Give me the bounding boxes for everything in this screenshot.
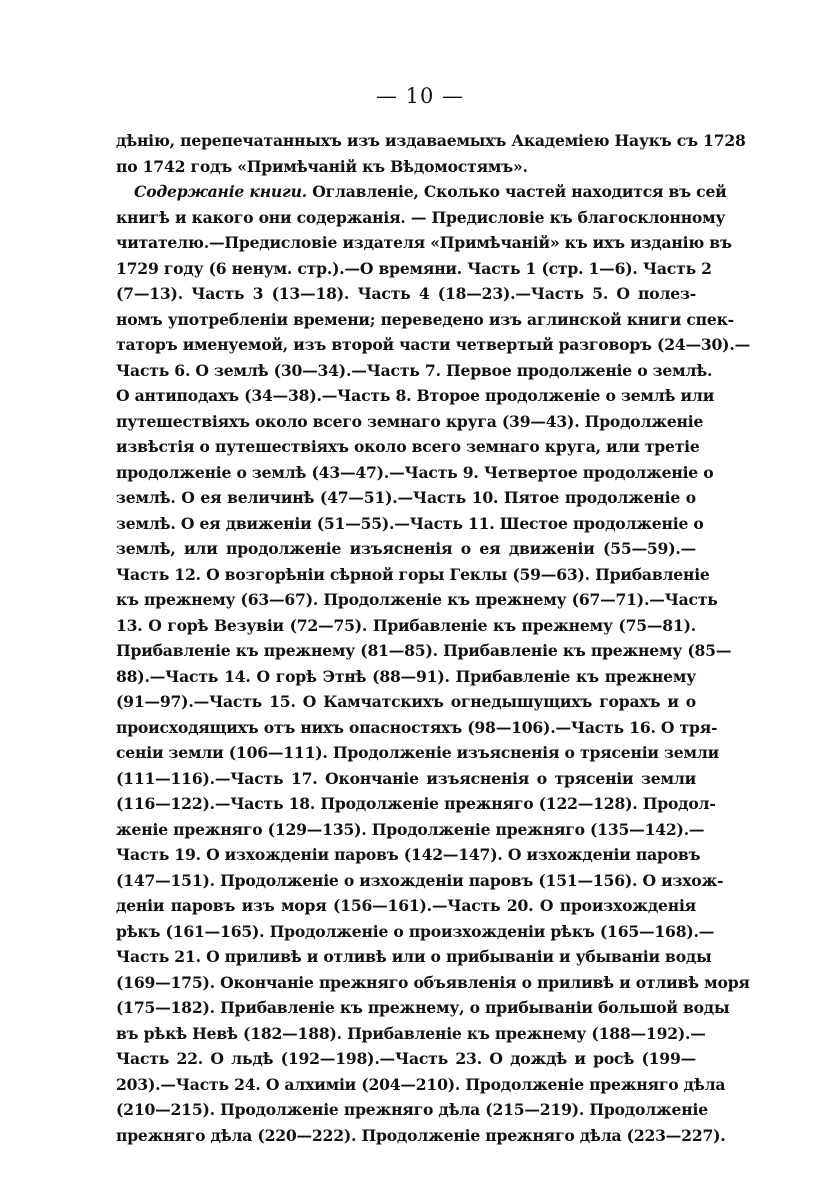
text-line: по 1742 годъ «Примѣчаній къ Вѣдомостямъ».: [116, 156, 528, 176]
text-line: (169—175). Окончаніе прежняго объявленія о приливѣ и отливѣ моря: [116, 972, 750, 992]
text-line: (7—13). Часть 3 (13—18). Часть 4 (18—23).—Часть 5. О полез-: [116, 284, 696, 303]
text-line: къ прежнему (63—67). Продолженіе къ прежнему (67—71).—Часть: [116, 590, 718, 609]
text-line: извѣстія о путешествіяхъ около всего земнаго круга, или третіе: [116, 437, 700, 456]
text-line: происходящихъ отъ нихъ опасностяхъ (98—106).—Часть 16. О тря-: [116, 717, 718, 737]
text-line: продолженіе о землѣ (43—47).—Часть 9. Четвертое продолженіе о: [116, 462, 714, 482]
body-text: [116, 128, 750, 1148]
text-line: таторъ именуемой, изъ второй части четвертый разговоръ (24—30).—: [116, 335, 750, 354]
text-span: Оглавленіе, Сколько частей находится въ сей: [306, 182, 727, 201]
text-line: 13. О горѣ Везувіи (72—75). Прибавленіе къ прежнему (75—81).: [116, 615, 696, 635]
text-line: Прибавленіе къ прежнему (81—85). Прибавленіе къ прежнему (85—: [116, 641, 732, 660]
text-line: Часть 19. О изхожденіи паровъ (142—147). О изхожденіи паровъ: [116, 845, 701, 864]
text-line: читателю.—Предисловіе издателя «Примѣчаній» къ ихъ изданію въ: [116, 233, 732, 252]
text-line: [116, 179, 727, 205]
text-line: (116—122).—Часть 18. Продолженіе прежняго (122—128). Продол-: [116, 794, 716, 813]
text-line: женіе прежняго (129—135). Продолженіе прежняго (135—142).—: [116, 819, 705, 839]
page-number: — 10 —: [375, 84, 465, 108]
section-heading: Содержаніе книги.: [134, 182, 307, 201]
text-line: Часть 6. О землѣ (30—34).—Часть 7. Первое продолженіе о землѣ.: [116, 360, 713, 380]
text-line: 203).—Часть 24. О алхиміи (204—210). Продолженіе прежняго дѣла: [116, 1074, 726, 1094]
text-line: деніи паровъ изъ моря (156—161).—Часть 20. О произхожденія: [116, 896, 696, 915]
text-line: (111—116).—Часть 17. Окончаніе изъясненія о трясеніи земли: [116, 768, 696, 788]
text-line: 88).—Часть 14. О горѣ Этнѣ (88—91). Прибавленіе къ прежнему: [116, 666, 696, 686]
text-line: (210—215). Продолженіе прежняго дѣла (215—219). Продолженіе: [116, 1100, 708, 1119]
text-line: книгѣ и какого они содержанія. — Предисловіе къ благосклонному: [116, 207, 726, 227]
paragraph-lines: [116, 205, 750, 1149]
text-line: землѣ. О ея движеніи (51—55).—Часть 11. Шестое продолженіе о: [116, 513, 704, 533]
text-line: Часть 21. О приливѣ и отливѣ или о прибываніи и убываніи воды: [116, 947, 712, 966]
text-line: номъ употребленіи времени; переведено изъ аглинской книги спек-: [116, 309, 734, 329]
text-line: Часть 12. О возгорѣніи сѣрной горы Геклы (59—63). Прибавленіе: [116, 564, 710, 584]
text-line: (91—97).—Часть 15. О Камчатскихъ огнедышущихъ горахъ и о: [116, 692, 696, 711]
text-line: О антиподахъ (34—38).—Часть 8. Второе продолженіе о землѣ или: [116, 386, 715, 405]
text-line: 1729 году (6 ненум. стр.).—О времяни. Часть 1 (стр. 1—6). Часть 2: [116, 258, 712, 278]
text-line: (147—151). Продолженіе о изхожденіи паровъ (151—156). О изхож-: [116, 870, 724, 890]
text-line: въ рѣкѣ Невѣ (182—188). Прибавленіе къ прежнему (188—192).—: [116, 1023, 706, 1043]
text-line: (175—182). Прибавленіе къ прежнему, о прибываніи большой воды: [116, 998, 730, 1017]
text-line: дѣнію, перепечатанныхъ изъ издаваемыхъ Академіею Наукъ съ 1728: [116, 131, 746, 150]
text-line: землѣ. О ея величинѣ (47—51).—Часть 10. Пятое продолженіе о: [116, 488, 696, 507]
text-line: прежняго дѣла (220—222). Продолженіе прежняго дѣла (223—227).: [116, 1125, 726, 1145]
text-line: путешествіяхъ около всего земнаго круга (39—43). Продолженіе: [116, 411, 704, 431]
text-line: рѣкъ (161—165). Продолженіе о произхожденіи рѣкъ (165—168).—: [116, 921, 715, 941]
text-line: Часть 22. О льдѣ (192—198).—Часть 23. О дождѣ и росѣ (199—: [116, 1049, 696, 1068]
text-line: сеніи земли (106—111). Продолженіе изъясненія о трясеніи земли: [116, 743, 719, 762]
text-line: землѣ, или продолженіе изъясненія о ея движеніи (55—59).—: [116, 539, 696, 558]
